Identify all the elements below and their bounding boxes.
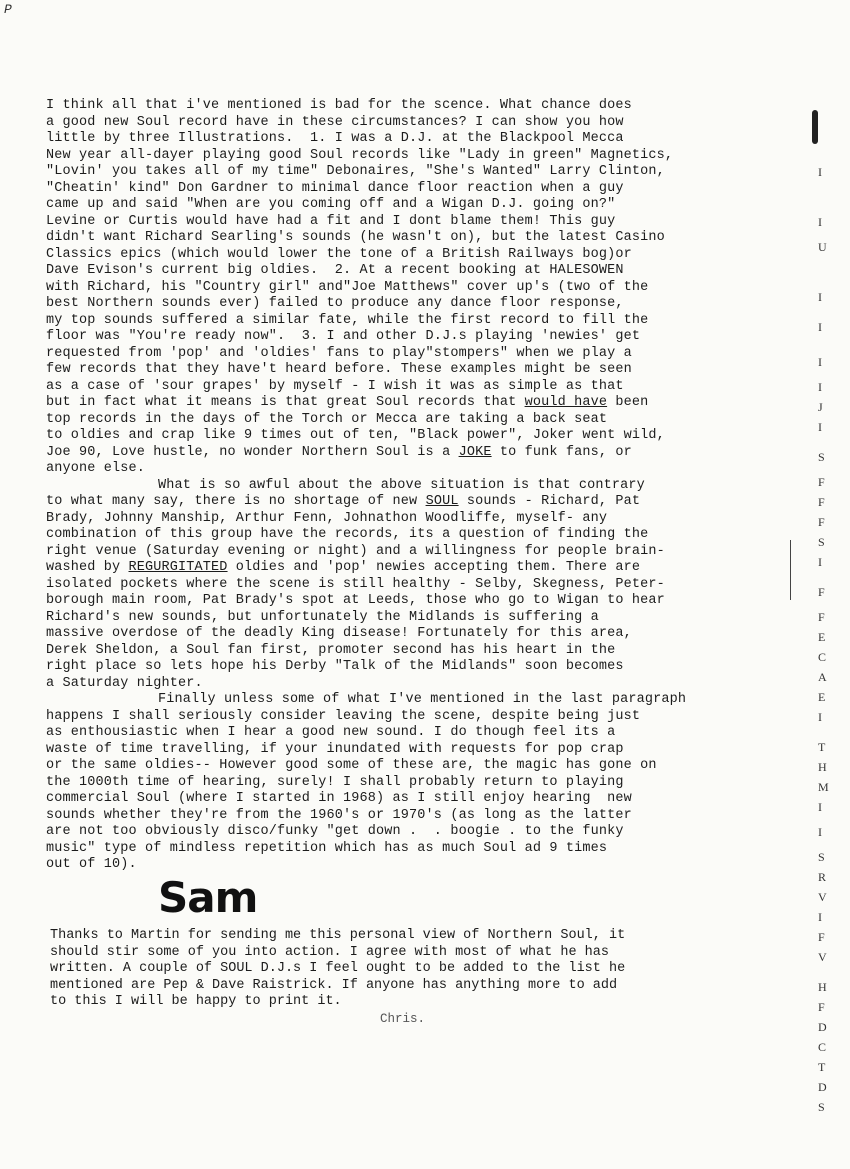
text-line [46,676,766,693]
text-segment: washed by [46,560,129,575]
edge-letter: F [818,495,825,509]
text-line [46,98,766,115]
edge-letter: F [818,930,825,944]
text-line [46,626,766,643]
editor-note-line: to this I will be happy to print it. [50,994,342,1009]
text-line [46,659,766,676]
text-line [46,214,766,231]
edge-letter: I [818,355,822,369]
text-segment: sounds - Richard, Pat [458,494,641,509]
editor-note [50,928,770,1027]
text-line [46,692,766,709]
text-segment: to funk fans, or [491,444,632,460]
article-paragraph [46,478,766,693]
adjacent-page-edge [812,110,842,1160]
edge-letter: S [818,850,825,864]
edge-letter: S [818,450,825,464]
text-line [46,313,766,330]
text-line [46,808,766,825]
text-segment: but in fact what it means is that great Soul records that [46,395,525,410]
edge-letter: S [818,535,825,549]
text-line [46,841,766,858]
text-line [46,725,766,742]
text-segment: I think all that i've mentioned is bad for the scence. What chance does [46,98,632,113]
text-segment: right place so lets hope his Derby "Talk of the Midlands" soon becomes [46,659,624,674]
text-line [46,857,766,874]
text-segment: Dave Evison's current big oldies. 2. At a recent booking at HALESOWEN [46,263,624,278]
text-line [46,412,766,429]
edge-letter: F [818,515,825,529]
text-line [46,610,766,627]
text-segment: Richard's new sounds, but unfortunately the Midlands is suffering a [46,609,599,625]
text-segment: isolated pockets where the scene is still healthy - Selby, Skegness, Peter- [46,576,665,592]
text-segment: What is so awful about the above situation is that contrary [158,477,645,493]
text-line [46,560,766,577]
text-line [46,263,766,280]
article-paragraph [46,98,766,478]
edge-letter: I [818,800,822,814]
edge-letter: I [818,320,822,334]
article-paragraph [46,692,766,874]
edge-letter: S [818,1100,825,1114]
edge-letter: J [818,400,823,414]
text-segment: been [607,395,649,410]
text-segment: to what many say, there is no shortage of new [46,494,426,509]
editor-note-line: mentioned are Pep & Dave Raistrick. If anyone has anything more to add [50,977,618,993]
edge-letter: F [818,1000,825,1014]
text-segment: didn't want Richard Searling's sounds (he wasn't on), but the latest Casino [46,230,665,245]
underlined-text: JOKE [458,444,492,460]
edge-letter: M [818,780,829,794]
text-line [46,445,766,462]
edge-rule [790,540,791,600]
text-line [46,593,766,610]
editor-note-line: Thanks to Martin for sending me this personal view of Northern Soul, it [50,928,626,943]
edge-letter: T [818,1060,826,1074]
text-segment: to oldies and crap like 9 times out of ten, "Black power", Joker went wild, [46,428,665,443]
text-line [46,527,766,544]
edge-letter: D [818,1020,827,1034]
text-line [46,247,766,264]
text-line [46,742,766,759]
editor-note-line: written. A couple of SOUL D.J.s I feel ought to be added to the list he [50,961,626,976]
text-line [46,544,766,561]
edge-letter: I [818,710,822,724]
text-segment: a Saturday nighter. [46,675,203,691]
text-segment: Brady, Johnny Manship, Arthur Fenn, Johnathon Woodliffe, myself- any [46,510,608,526]
edge-letter: I [818,420,822,434]
text-segment: the 1000th time of hearing, surely! I shall probably return to playing [46,774,624,790]
edge-letter: I [818,825,822,839]
edge-letter: A [818,670,827,684]
text-line [46,709,766,726]
text-segment: borough main room, Pat Brady's spot at Leeds, those who go to Wigan to hear [46,593,665,608]
text-segment: commercial Soul (where I started in 1968) as I still enjoy hearing new [46,791,632,806]
text-line [46,643,766,660]
text-segment: my top sounds suffered a similar fate, while the first record to fill the [46,312,649,328]
edge-letter: D [818,1080,827,1094]
text-segment: as a case of 'sour grapes' by myself - I wish it was as simple as that [46,378,624,394]
text-segment: right venue (Saturday evening or night) and a willingness for people brain- [46,543,665,559]
text-segment: Classics epics (which would lower the tone of a British Railways bog)or [46,246,632,262]
text-segment: oldies and 'pop' newies accepting them. There are [227,560,641,575]
text-segment: Finally unless some of what I've mentioned in the last paragraph [158,692,687,707]
article-body [46,98,766,874]
editor-sign-off: Chris. [380,1011,426,1026]
text-line [46,115,766,132]
text-segment: Levine or Curtis would have had a fit and I dont blame them! This guy [46,213,616,229]
author-signature: Sam [158,873,258,922]
text-segment: a good new Soul record have in these circumstances? I can show you how [46,114,624,130]
text-line [46,148,766,165]
text-segment: best Northern sounds ever) failed to produce any dance floor response, [46,296,624,311]
text-segment: top records in the days of the Torch or Mecca are taking a back seat [46,411,608,427]
text-segment: are not too obviously disco/funky "get down . . boogie . to the funky [46,824,624,839]
text-line [46,478,766,495]
text-line [46,164,766,181]
text-segment: waste of time travelling, if your inundated with requests for pop crap [46,741,624,757]
edge-letter: I [818,290,822,304]
edge-letter: R [818,870,827,884]
text-segment: little by three Illustrations. 1. I was a D.J. at the Blackpool Mecca [46,131,624,146]
text-segment: massive overdose of the deadly King disease! Fortunately for this area, [46,626,632,641]
text-segment: requested from 'pop' and 'oldies' fans to play"stompers" when we play a [46,345,632,361]
text-line [46,346,766,363]
text-segment: "Cheatin' kind" Don Gardner to minimal dance floor reaction when a guy [46,180,624,196]
edge-letter: I [818,380,822,394]
text-line [46,577,766,594]
edge-letter: I [818,910,822,924]
text-line [46,775,766,792]
text-segment: happens I shall seriously consider leaving the scene, despite being just [46,708,641,724]
text-line [46,329,766,346]
edge-letter: I [818,555,822,569]
text-segment: or the same oldies-- However good some of these are, the magic has gone on [46,758,657,773]
text-line [46,181,766,198]
corner-mark: P [4,2,12,17]
edge-letter: E [818,630,826,644]
text-segment: with Richard, his "Country girl" and"Joe Matthews" cover up's (two of the [46,279,649,295]
text-line [46,230,766,247]
text-segment: as enthousiastic when I hear a good new sound. I do though feel its a [46,725,616,740]
text-segment: music" type of mindless repetition which has as much Soul ad 9 times [46,840,608,856]
text-line [46,379,766,396]
text-segment: came up and said "When are you coming off and a Wigan D.J. going on?" [46,197,616,212]
text-line [46,494,766,511]
edge-letter: H [818,760,827,774]
text-line [46,428,766,445]
text-line [46,395,766,412]
edge-letter: F [818,585,825,599]
text-line [46,296,766,313]
text-segment: New year all-dayer playing good Soul records like "Lady in green" Magnetics, [46,147,674,163]
text-line [46,131,766,148]
text-segment: sounds whether they're from the 1960's or 1970's (as long as the latter [46,807,632,823]
edge-bar-mark [812,110,818,144]
edge-letter: C [818,1040,827,1054]
underlined-text: would have [524,395,608,410]
edge-letter: I [818,215,822,229]
text-segment: few records that they have't heard before. These examples might be seen [46,362,632,377]
text-line [46,197,766,214]
edge-letter: F [818,475,825,489]
text-segment: out of 10). [46,857,137,872]
edge-letter: V [818,950,827,964]
edge-letter: T [818,740,826,754]
text-line [46,461,766,478]
text-segment: anyone else. [46,461,146,476]
text-line [46,824,766,841]
edge-letter: U [818,240,827,254]
underlined-text: REGURGITATED [128,560,228,575]
editor-note-line: should stir some of you into action. I agree with most of what he has [50,944,609,960]
edge-letter: C [818,650,827,664]
text-segment: combination of this group have the records, its a question of finding the [46,527,649,542]
text-line [46,758,766,775]
text-line [46,791,766,808]
edge-letter: E [818,690,826,704]
text-segment: Derek Sheldon, a Soul fan first, promoter second has his heart in the [46,642,616,658]
text-segment: floor was "You're ready now". 3. I and other D.J.s playing 'newies' get [46,329,641,344]
edge-letter: I [818,165,822,179]
text-line [46,362,766,379]
text-segment: Joe 90, Love hustle, no wonder Northern Soul is a [46,444,459,460]
edge-letter: V [818,890,827,904]
text-segment: "Lovin' you takes all of my time" Debonaires, "She's Wanted" Larry Clinton, [46,164,665,179]
edge-letter: F [818,610,825,624]
text-line [46,280,766,297]
underlined-text: SOUL [425,494,459,509]
text-line [46,511,766,528]
edge-letter: H [818,980,827,994]
